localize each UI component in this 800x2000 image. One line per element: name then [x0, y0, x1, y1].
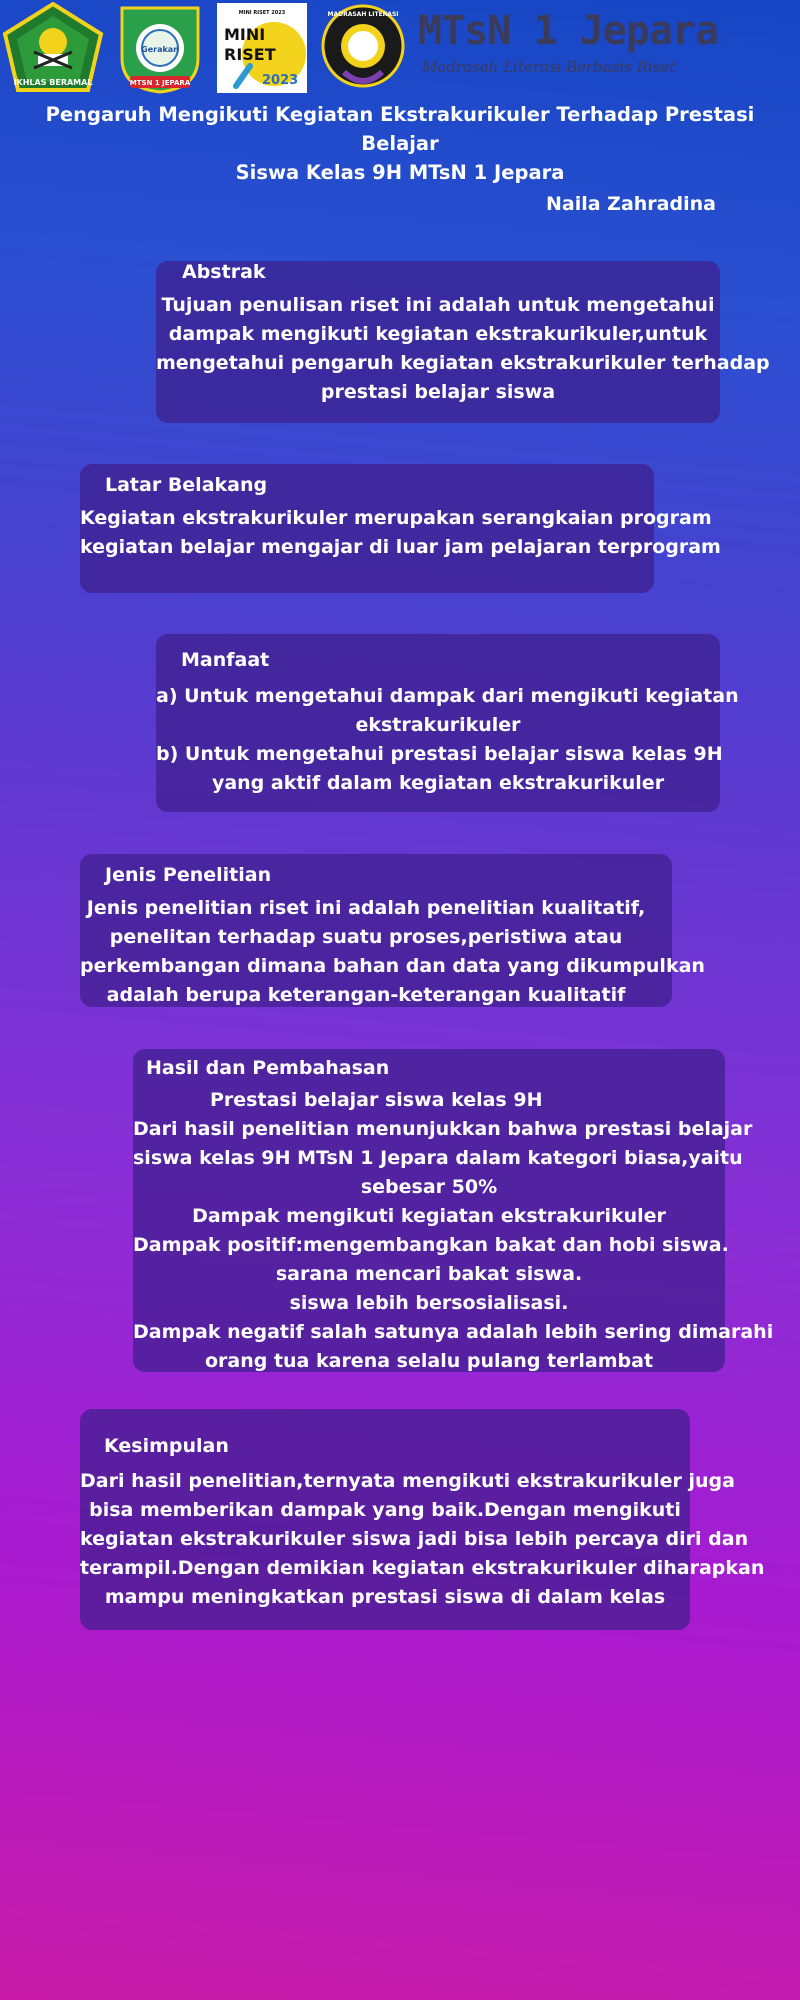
- kemenag-logo-text: IKHLAS BERAMAL: [13, 78, 93, 87]
- hasil-title: Hasil dan Pembahasan: [146, 1057, 390, 1079]
- manfaat-line: ekstrakurikuler: [355, 714, 521, 736]
- jenis-penelitian-body: [80, 894, 705, 1010]
- title-line: Pengaruh Mengikuti Kegiatan Ekstrakurikuler Terhadap Prestasi Belajar: [45, 103, 755, 155]
- school-tagline: Madrasah Literasi Berbasis Riset: [422, 58, 676, 76]
- madrasah-literasi-logo-text: MTSN 1 JEPARA: [129, 79, 191, 87]
- latar-belakang-line: kegiatan belajar mengajar di luar jam pelajaran terprogram: [80, 536, 721, 558]
- abstrak-card: [156, 261, 770, 423]
- header-logos: [0, 0, 800, 96]
- manfaat-body: [156, 682, 739, 798]
- svg-text:MINI: MINI: [224, 25, 266, 44]
- hasil-line: siswa kelas 9H MTsN 1 Jepara dalam kategori biasa,yaitu: [133, 1147, 743, 1169]
- kemenag-logo-icon: [2, 2, 104, 94]
- jenis-penelitian-line: Jenis penelitian riset ini adalah penelitian kualitatif,: [86, 897, 646, 919]
- svg-text:RISET: RISET: [224, 45, 276, 64]
- hasil-line: Dampak negatif salah satunya adalah lebih sering dimarahi: [133, 1321, 774, 1343]
- kesimpulan-card: [80, 1409, 765, 1630]
- abstrak-body: [156, 291, 770, 407]
- madrasah-literasi-logo-icon: [116, 2, 204, 94]
- manfaat-card: [156, 634, 739, 812]
- school-name: MTsN 1 Jepara: [418, 8, 719, 54]
- latar-belakang-card: [80, 464, 721, 593]
- manfaat-line: a) Untuk mengetahui dampak dari mengikuti kegiatan: [156, 685, 739, 707]
- hasil-line: sarana mencari bakat siswa.: [275, 1263, 583, 1285]
- jenis-penelitian-line: penelitan terhadap suatu proses,peristiwa atau: [109, 926, 623, 948]
- abstrak-line: mengetahui pengaruh kegiatan ekstrakurikuler terhadap: [156, 352, 770, 374]
- hasil-line: orang tua karena selalu pulang terlambat: [204, 1350, 654, 1372]
- kesimpulan-line: bisa memberikan dampak yang baik.Dengan mengikuti: [89, 1499, 681, 1521]
- manfaat-line: yang aktif dalam kegiatan ekstrakurikuler: [211, 772, 665, 794]
- author-name: Naila Zahradina: [546, 193, 716, 215]
- kesimpulan-line: terampil.Dengan demikian kegiatan ekstrakurikuler diharapkan: [80, 1557, 765, 1579]
- abstrak-line: dampak mengikuti kegiatan ekstrakurikuler,untuk: [168, 323, 708, 345]
- madrasah-literasi-badge-icon: [320, 2, 406, 94]
- jenis-penelitian-card: [80, 854, 705, 1007]
- abstrak-title: Abstrak: [182, 261, 266, 283]
- hasil-line: Dari hasil penelitian menunjukkan bahwa prestasi belajar: [133, 1118, 753, 1140]
- hasil-line: Dampak mengikuti kegiatan ekstrakurikuler: [192, 1205, 666, 1227]
- kesimpulan-line: Dari hasil penelitian,ternyata mengikuti ekstrakurikuler juga: [80, 1470, 735, 1492]
- title-line: Siswa Kelas 9H MTsN 1 Jepara: [235, 161, 565, 184]
- mini-riset-logo-icon: [216, 2, 308, 94]
- jenis-penelitian-title: Jenis Penelitian: [105, 864, 272, 886]
- hasil-line: siswa lebih bersosialisasi.: [289, 1292, 569, 1314]
- abstrak-line: Tujuan penulisan riset ini adalah untuk mengetahui: [161, 294, 715, 316]
- abstrak-line: prestasi belajar siswa: [320, 381, 556, 403]
- latar-belakang-title: Latar Belakang: [105, 474, 268, 496]
- jenis-penelitian-line: perkembangan dimana bahan dan data yang dikumpulkan: [80, 955, 705, 977]
- madrasah-literasi-badge-text: MADRASAH LITERASI: [327, 11, 399, 18]
- jenis-penelitian-line: adalah berupa keterangan-keterangan kualitatif: [106, 984, 626, 1006]
- svg-text:2023: 2023: [262, 73, 299, 88]
- hasil-line: Dampak positif:mengembangkan bakat dan hobi siswa.: [133, 1234, 729, 1256]
- mini-riset-logo-text: MINI RISET 2023: [238, 10, 286, 16]
- hasil-card: [133, 1049, 774, 1372]
- kesimpulan-title: Kesimpulan: [104, 1435, 229, 1457]
- kesimpulan-line: kegiatan ekstrakurikuler siswa jadi bisa lebih percaya diri dan: [80, 1528, 749, 1550]
- hasil-body: [133, 1086, 774, 1376]
- kesimpulan-body: [80, 1467, 765, 1612]
- latar-belakang-body: [80, 504, 721, 562]
- manfaat-line: b) Untuk mengetahui prestasi belajar siswa kelas 9H: [156, 743, 723, 765]
- hasil-line: sebesar 50%: [360, 1176, 498, 1198]
- page-title: [40, 100, 760, 187]
- manfaat-title: Manfaat: [181, 649, 270, 671]
- hasil-line: Prestasi belajar siswa kelas 9H: [210, 1089, 543, 1111]
- latar-belakang-line: Kegiatan ekstrakurikuler merupakan serangkaian program: [80, 507, 712, 529]
- svg-text:Gerakan: Gerakan: [141, 45, 179, 54]
- kesimpulan-line: mampu meningkatkan prestasi siswa di dalam kelas: [104, 1586, 666, 1608]
